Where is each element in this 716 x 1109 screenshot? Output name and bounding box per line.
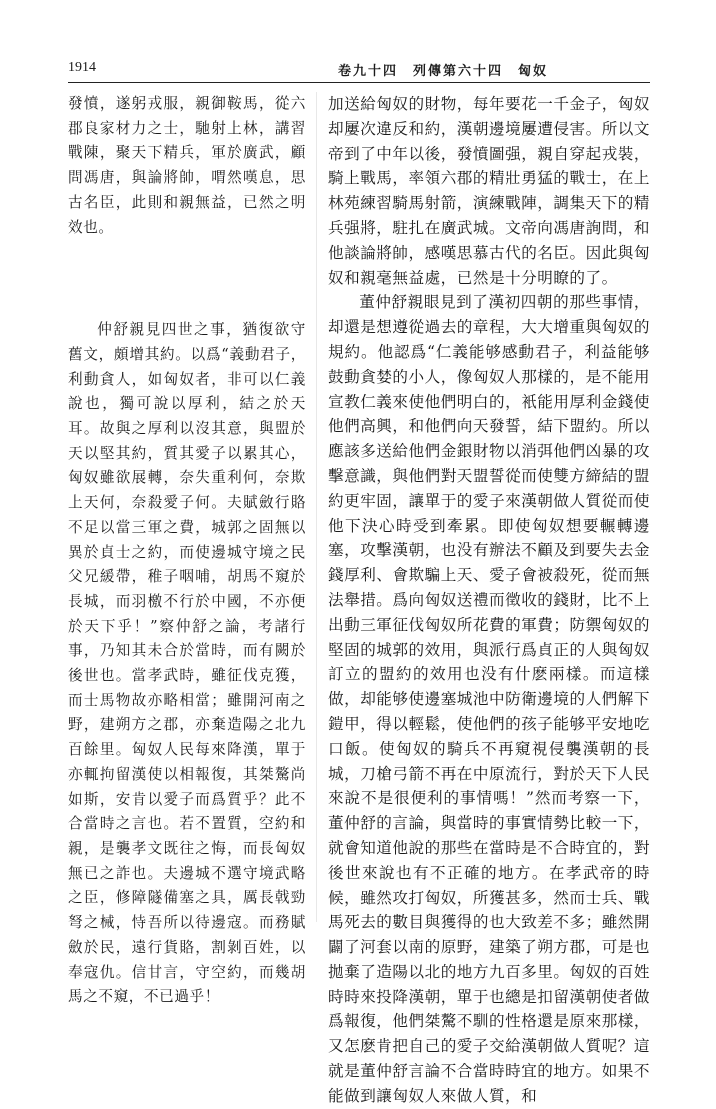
classical-paragraph-2: 仲舒親見四世之事，猶復欲守舊文，頗增其約。以爲“義動君子，利動貪人，如匈奴者，非可以仁義說也，獨可說以厚利，結之於天耳。故與之厚利以沒其意，與盟於天以堅其約，質其愛子以累其心，匈奴雖欲展轉，奈失重利何，奈欺上天何，奈殺愛子何。夫賦斂行賂不足以當三軍之費，城郭之固無以異於貞士之約，而使邊城守境之民父兄緩帶，稚子咽哺，胡馬不窺於長城，而羽檄不行於中國，不亦便於天下乎！”察仲舒之論，考諸行事，乃知其未合於當時，而有闕於後世也。當孝武時，雖征伐克獲，而士馬物故亦略相當；雖開河南之野，建朔方之郡，亦棄造陽之北九百餘里。匈奴人民每來降漢，單于亦輒拘留漢使以相報復，其桀驁尚如斯，安肯以愛子而爲質乎？此不合當時之言也。若不置質，空約和親，是襲孝文既往之悔，而長匈奴無已之詐也。夫邊城不選守境武略之臣，修障隧備塞之具，厲長戟勁弩之械，恃吾所以待邊寇。而務賦斂於民，遠行貨賂，割剝百姓，以奉寇仇。信甘言，守空約，而幾胡馬之不窺，不已過乎！ — [68, 321, 306, 1006]
page-header — [68, 58, 648, 80]
header-rule — [68, 82, 650, 83]
classical-paragraph-1: 發憤，遂躬戎服，親御鞍馬，從六郡良家材力之士，馳射上林，講習戰陳，聚天下精兵，軍於廣武，顧問馮唐，與論將帥，喟然嘆息，思古名臣，此則和親無益，已然之明效也。 — [68, 95, 306, 236]
translation-paragraph-1: 加送給匈奴的財物，每年要花一千金子，匈奴却屢次違反和約，漢朝邊境屢遭侵害。所以文帝到了中年以後，發憤圖强，親自穿起戎裝，騎上戰馬，率領六郡的精壯勇猛的戰士，在上林苑練習騎馬射箭，演練戰陣，調集天下的精兵强將，駐扎在廣武城。文帝向馮唐詢問，和他談論將帥，感嘆思慕古代的名臣。因此與匈奴和親毫無益處，已然是十分明瞭的了。 — [328, 95, 650, 287]
column-divider — [316, 92, 317, 922]
translation-paragraph-2: 董仲舒親眼見到了漢初四朝的那些事情，却還是想遵從過去的章程，大大增重與匈奴的規約。他認爲“仁義能够感動君子，利益能够鼓動貪婪的小人，像匈奴人那樣的，是不能用宣教仁義來使他們明白的，衹能用厚利金錢使他們高興，和他們向天發誓，結下盟約。所以應該多送給他們金銀財物以消弭他們凶暴的攻擊意識，與他們對天盟誓從而使雙方締結的盟約更牢固，讓單于的愛子來漢朝做人質從而使他下決心時受到牽累。即使匈奴想要輾轉邊塞，攻擊漢朝，也没有辦法不顧及到要失去金錢厚利、會欺騙上天、愛子會被殺死，從而無法舉措。爲向匈奴送禮而徵收的錢財，比不上出動三軍征伐匈奴所花費的軍費；防禦匈奴的堅固的城郭的效用，與派行爲貞正的人與匈奴訂立的盟約的效用也没有什麽兩樣。而這樣做，却能够使邊塞城池中防衛邊境的人們解下鎧甲，得以輕鬆，使他們的孩子能够平安地吃口飯。使匈奴的騎兵不再窺視侵襲漢朝的長城，刀槍弓箭不再在中原流行，對於天下人民來說不是很便利的事情嗎！”然而考察一下，董仲舒的言論，與當時的事實情勢比較一下，就會知道他說的那些在當時是不合時宜的，對後世來說也有不正確的地方。在孝武帝的時候，雖然攻打匈奴，所獲甚多，然而士兵、戰馬死去的數目與獲得的也大致差不多；雖然開闢了河套以南的原野，建築了朔方郡，可是也拋棄了造陽以北的地方九百多里。匈奴的百姓時時來投降漢朝，單于也總是扣留漢朝使者做爲報復，他們桀驁不馴的性格還是原來那樣，又怎麽肯把自己的愛子交給漢朝做人質呢？這就是董仲舒言論不合當時時宜的地方。如果不能做到讓匈奴人來做人質，和 — [328, 293, 650, 1105]
translation-column — [328, 92, 650, 1109]
paragraph-gap — [68, 240, 306, 318]
running-title: 卷九十四 列傳第六十四 匈奴 — [338, 64, 549, 79]
classical-text-column — [68, 92, 306, 1010]
page-number: 1914 — [68, 60, 96, 75]
